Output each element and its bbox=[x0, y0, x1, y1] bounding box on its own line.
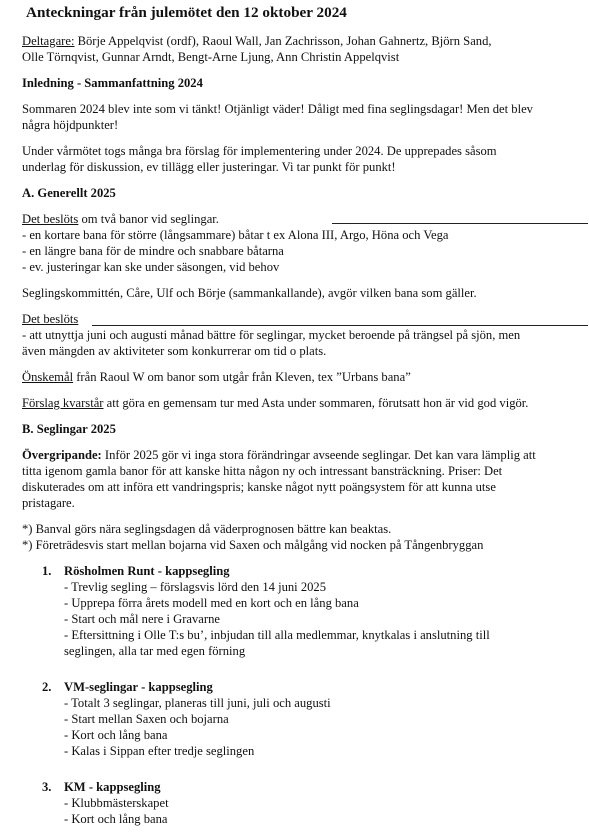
decided1-text: om två banor vid seglingar. bbox=[78, 212, 219, 226]
item-line: - Trevlig segling – förslagsvis lörd den 14 juni 2025 bbox=[64, 580, 327, 594]
note-1: *) Banval görs nära seglingsdagen då väderprognosen bättre kan beaktas. bbox=[22, 522, 392, 536]
attendees-names: Börje Appelqvist (ordf), Raoul Wall, Jan Zachrisson, Johan Gahnertz, Björn Sand, bbox=[74, 34, 492, 48]
decided2-line2: även mängden av aktiviteter som konkurrerar om tid o plats. bbox=[22, 344, 327, 358]
race-list bbox=[22, 563, 588, 827]
proposal-label: Förslag kvarstår bbox=[22, 396, 104, 410]
decided1-label: Det beslöts bbox=[22, 212, 79, 226]
document-title: Anteckningar från julemötet den 12 oktober 2024 bbox=[26, 4, 347, 21]
document-page bbox=[22, 4, 588, 827]
section-a-heading: A. Generellt 2025 bbox=[22, 186, 116, 200]
committee-line: Seglingskommittén, Cåre, Ulf och Börje (sammankallande), avgör vilken bana som gäller. bbox=[22, 286, 477, 300]
item-line: - Start mellan Saxen och bojarna bbox=[64, 712, 229, 726]
item-title: Rösholmen Runt - kappsegling bbox=[64, 564, 230, 578]
decided2-line bbox=[22, 311, 588, 327]
list-item bbox=[22, 563, 588, 659]
overall-line1 bbox=[22, 447, 588, 463]
item-title: KM - kappsegling bbox=[64, 780, 161, 794]
item-title: VM-seglingar - kappsegling bbox=[64, 680, 213, 694]
decided2-rule bbox=[92, 325, 588, 326]
item-number: 3. bbox=[42, 780, 52, 794]
list-item bbox=[22, 779, 588, 827]
intro-p2-line2: underlag för diskussion, ev tillägg eller justeringar. Vi tar punkt för punkt! bbox=[22, 160, 396, 174]
wish-line bbox=[22, 369, 588, 385]
decided2-label: Det beslöts bbox=[22, 312, 79, 326]
intro-heading: Inledning - Sammanfattning 2024 bbox=[22, 76, 203, 90]
section-b-heading: B. Seglingar 2025 bbox=[22, 422, 116, 436]
item-line: - Kort och lång bana bbox=[64, 728, 168, 742]
list-item bbox=[22, 679, 588, 759]
overall-text: Inför 2025 gör vi inga stora förändringar avseende seglingar. Det kan vara lämplig att bbox=[101, 448, 536, 462]
item-line: - Upprepa förra årets modell med en kort och en lång bana bbox=[64, 596, 359, 610]
proposal-text: att göra en gemensam tur med Asta under sommaren, förutsatt hon är vid god vigör. bbox=[103, 396, 529, 410]
item-number: 2. bbox=[42, 680, 52, 694]
decided1-item-2: - en längre bana för de mindre och snabbare båtarna bbox=[22, 244, 284, 258]
proposal-line bbox=[22, 395, 588, 411]
attendees-line-cont: Olle Törnqvist, Gunnar Arndt, Bengt-Arne Ljung, Ann Christin Appelqvist bbox=[22, 50, 400, 64]
decided1-rule bbox=[332, 223, 588, 224]
decided1-item-3: - ev. justeringar kan ske under säsongen, vid behov bbox=[22, 260, 280, 274]
wish-text: från Raoul W om banor som utgår från Kleven, tex ”Urbans bana” bbox=[73, 370, 411, 384]
item-line: - Kort och lång bana bbox=[64, 812, 168, 826]
intro-p1-line2: några höjdpunkter! bbox=[22, 118, 119, 132]
overall-line2: titta igenom gamla banor för att kanske hitta någon ny och intressant bansträckning. Priser: Det bbox=[22, 464, 503, 478]
overall-line4: pristagare. bbox=[22, 496, 75, 510]
item-line: - Eftersittning i Olle T:s bu’, inbjudan till alla medlemmar, knytkalas i anslutning till bbox=[64, 628, 490, 642]
item-line: - Klubbmästerskapet bbox=[64, 796, 169, 810]
decided2-line1: - att utnyttja juni och augusti månad bättre för seglingar, mycket beroende på trängsel på sjön, men bbox=[22, 328, 521, 342]
overall-label: Övergripande: bbox=[22, 448, 102, 462]
overall-line3: diskuterades om att införa ett vandringspris; kanske något nytt poängsystem för att kunna utse bbox=[22, 480, 496, 494]
item-line: seglingen, alla tar med egen förning bbox=[64, 644, 246, 658]
wish-label: Önskemål bbox=[22, 370, 74, 384]
item-line: - Kalas i Sippan efter tredje seglingen bbox=[64, 744, 255, 758]
item-line: - Totalt 3 seglingar, planeras till juni, juli och augusti bbox=[64, 696, 331, 710]
intro-p2-line1: Under vårmötet togs många bra förslag för implementering under 2024. De upprepades såsom bbox=[22, 144, 497, 158]
attendees-line bbox=[22, 33, 588, 49]
item-number: 1. bbox=[42, 564, 52, 578]
intro-p1-line1: Sommaren 2024 blev inte som vi tänkt! Otjänligt väder! Dåligt med fina seglingsdagar! Men det blev bbox=[22, 102, 533, 116]
item-line: - Start och mål nere i Gravarne bbox=[64, 612, 220, 626]
attendees-label: Deltagare: bbox=[22, 34, 75, 48]
decided1-line bbox=[22, 211, 588, 227]
decided1-item-1: - en kortare bana för större (långsammare) båtar t ex Alona III, Argo, Höna och Vega bbox=[22, 228, 449, 242]
note-2: *) Företrädesvis start mellan bojarna vid Saxen och målgång vid nocken på Tångenbryggan bbox=[22, 538, 484, 552]
